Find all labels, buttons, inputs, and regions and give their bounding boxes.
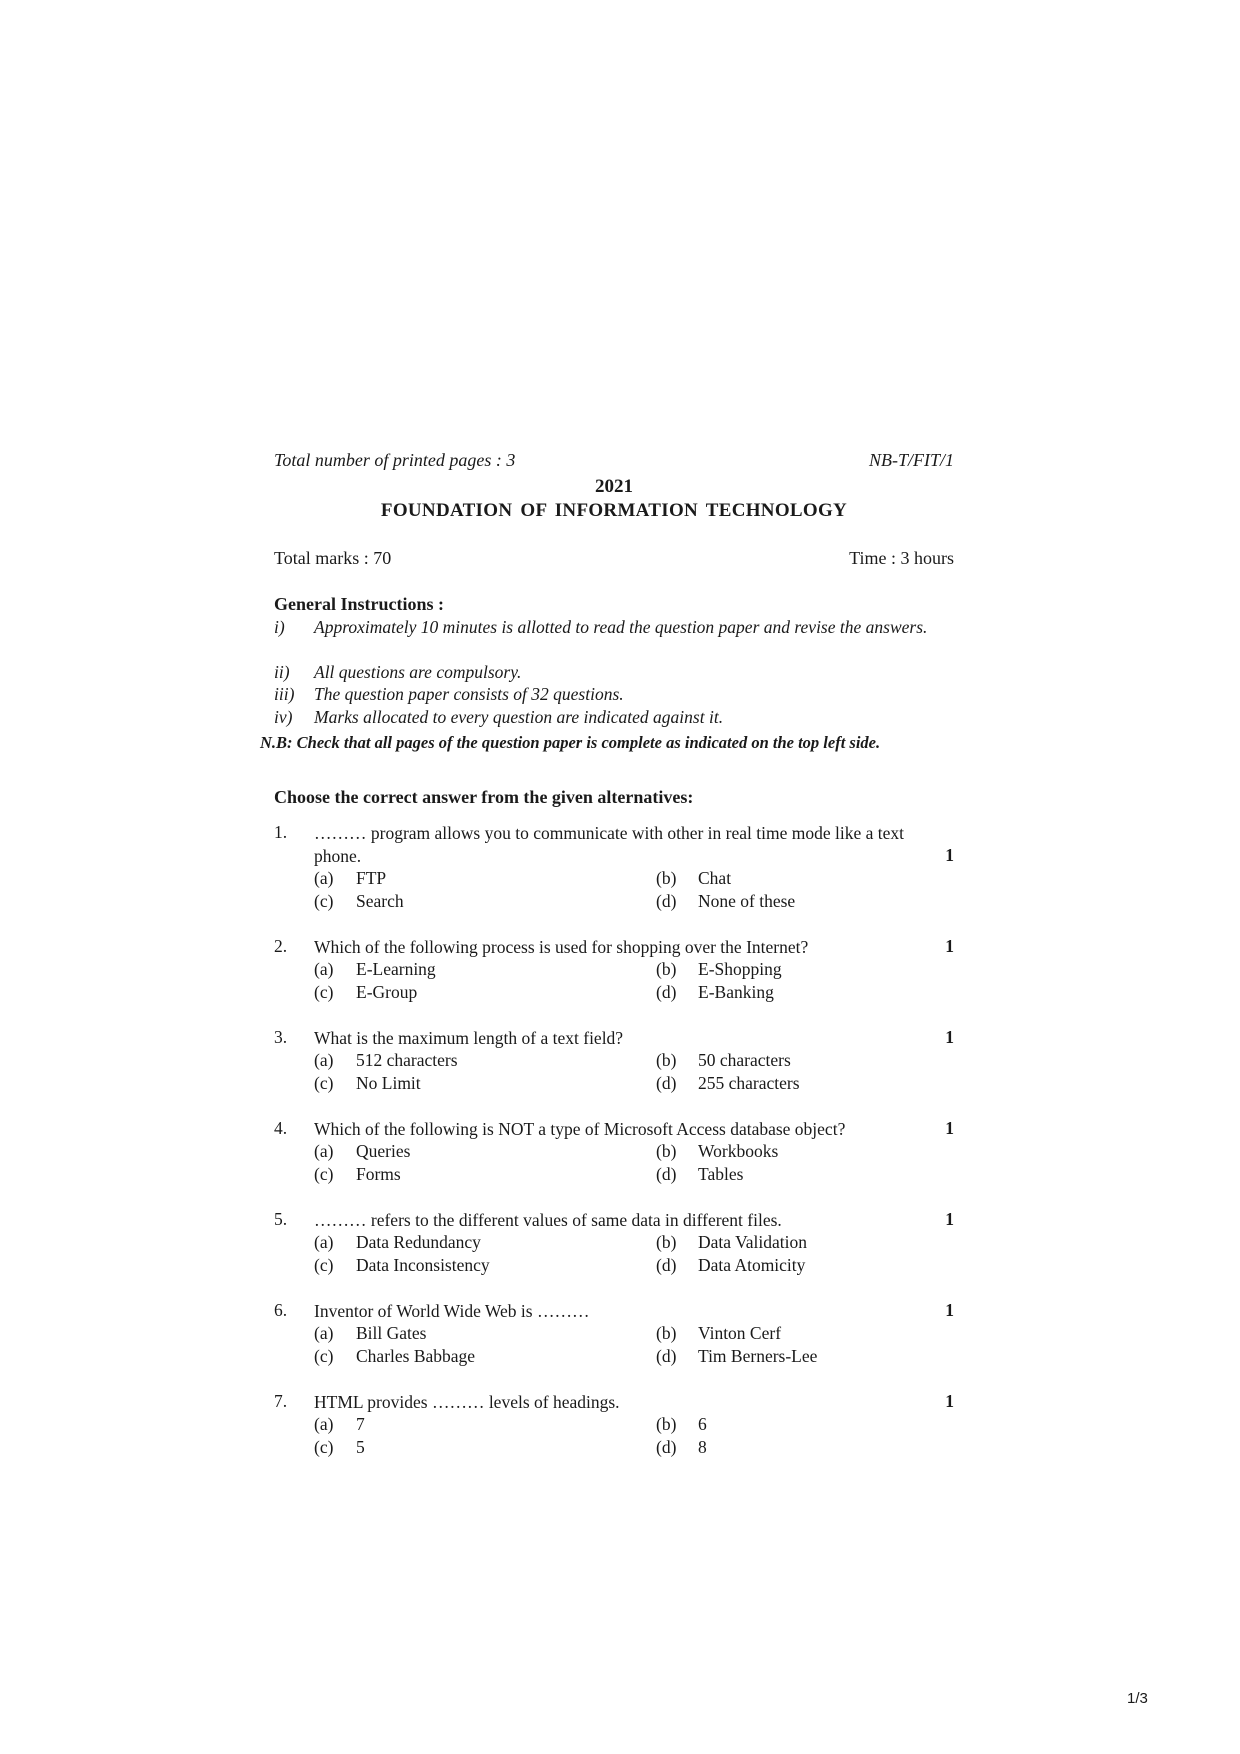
- question-number: 6.: [274, 1300, 288, 1320]
- question-marks: 1: [945, 1300, 954, 1320]
- instruction-text: All questions are compulsory.: [314, 662, 522, 682]
- question-number: 1.: [274, 822, 288, 842]
- question-marks: 1: [945, 845, 954, 865]
- question-text: Inventor of World Wide Web is ………: [314, 1301, 590, 1321]
- question-number: 2.: [274, 936, 288, 956]
- option-text: 512 characters: [356, 1050, 458, 1070]
- option-label: (c): [314, 982, 334, 1002]
- option-label: (c): [314, 1437, 334, 1457]
- total-marks: Total marks : 70: [274, 548, 392, 568]
- option-label: (c): [314, 1255, 334, 1275]
- instruction-number: iii): [274, 684, 295, 704]
- option-label: (a): [314, 868, 334, 888]
- question-text: ……… refers to the different values of same data in different files.: [314, 1210, 782, 1230]
- option-label: (c): [314, 1164, 334, 1184]
- option-label: (d): [656, 1164, 677, 1184]
- option-label: (d): [656, 1255, 677, 1275]
- question-marks: 1: [945, 936, 954, 956]
- question-text: Which of the following is NOT a type of Microsoft Access database object?: [314, 1119, 846, 1139]
- option-text: Data Validation: [698, 1232, 808, 1252]
- option-text: 8: [698, 1437, 707, 1457]
- option-text: Queries: [356, 1141, 411, 1161]
- option-text: E-Banking: [698, 982, 774, 1002]
- option-text: Data Atomicity: [698, 1255, 806, 1275]
- option-label: (a): [314, 1414, 334, 1434]
- option-text: Bill Gates: [356, 1323, 427, 1343]
- option-label: (a): [314, 1050, 334, 1070]
- question-text: ……… program allows you to communicate with other in real time mode like a text phone.: [314, 823, 904, 866]
- option-label: (b): [656, 1141, 677, 1161]
- question-marks: 1: [945, 1209, 954, 1229]
- option-text: Data Redundancy: [356, 1232, 481, 1252]
- paper-title: FOUNDATION OF INFORMATION TECHNOLOGY: [380, 500, 848, 521]
- option-label: (d): [656, 891, 677, 911]
- option-text: 5: [356, 1437, 365, 1457]
- question-marks: 1: [945, 1391, 954, 1411]
- instruction-number: i): [274, 617, 285, 637]
- question-text: HTML provides ……… levels of headings.: [314, 1392, 620, 1412]
- option-label: (a): [314, 1141, 334, 1161]
- option-label: (c): [314, 1073, 334, 1093]
- option-label: (d): [656, 1346, 677, 1366]
- option-label: (b): [656, 959, 677, 979]
- question-text: Which of the following process is used for shopping over the Internet?: [314, 937, 809, 957]
- instruction-number: iv): [274, 707, 293, 727]
- question-marks: 1: [945, 1118, 954, 1138]
- option-text: 6: [698, 1414, 707, 1434]
- exam-year: 2021: [595, 476, 633, 497]
- option-text: 7: [356, 1414, 365, 1434]
- section-heading: Choose the correct answer from the given alternatives:: [274, 787, 694, 807]
- option-label: (c): [314, 891, 334, 911]
- nb-note: N.B: Check that all pages of the question paper is complete as indicated on the top left side.: [260, 733, 881, 752]
- question-number: 5.: [274, 1209, 288, 1229]
- option-label: (c): [314, 1346, 334, 1366]
- option-label: (b): [656, 1232, 677, 1252]
- question-marks: 1: [945, 1027, 954, 1047]
- instruction-text: Approximately 10 minutes is allotted to read the question paper and revise the answers.: [314, 617, 928, 637]
- option-label: (b): [656, 1414, 677, 1434]
- instructions-heading: General Instructions :: [274, 594, 444, 614]
- question-text: What is the maximum length of a text field?: [314, 1028, 624, 1048]
- instruction-number: ii): [274, 662, 290, 682]
- page-number: 1/3: [1127, 1690, 1148, 1707]
- printed-pages-note: Total number of printed pages : 3: [274, 450, 516, 470]
- option-text: Charles Babbage: [356, 1346, 476, 1366]
- option-label: (a): [314, 1323, 334, 1343]
- paper-code: NB-T/FIT/1: [868, 450, 954, 470]
- option-text: E-Shopping: [698, 959, 782, 979]
- option-label: (a): [314, 959, 334, 979]
- option-label: (b): [656, 1050, 677, 1070]
- option-label: (d): [656, 1437, 677, 1457]
- option-label: (b): [656, 1323, 677, 1343]
- exam-time: Time : 3 hours: [849, 548, 954, 568]
- option-label: (d): [656, 1073, 677, 1093]
- question-number: 7.: [274, 1391, 288, 1411]
- option-text: Workbooks: [698, 1141, 779, 1161]
- option-label: (d): [656, 982, 677, 1002]
- option-text: No Limit: [356, 1073, 421, 1093]
- option-text: Chat: [698, 868, 732, 888]
- option-text: Data Inconsistency: [356, 1255, 490, 1275]
- option-text: Search: [356, 891, 404, 911]
- option-text: Vinton Cerf: [698, 1323, 782, 1343]
- option-text: FTP: [356, 868, 387, 888]
- instruction-text: Marks allocated to every question are indicated against it.: [314, 707, 724, 727]
- instruction-text: The question paper consists of 32 questions.: [314, 684, 624, 704]
- option-label: (b): [656, 868, 677, 888]
- option-text: 255 characters: [698, 1073, 800, 1093]
- option-text: E-Learning: [356, 959, 436, 979]
- question-number: 3.: [274, 1027, 288, 1047]
- option-text: 50 characters: [698, 1050, 791, 1070]
- option-label: (a): [314, 1232, 334, 1252]
- option-text: Tim Berners-Lee: [698, 1346, 818, 1366]
- question-number: 4.: [274, 1118, 288, 1138]
- option-text: None of these: [698, 891, 796, 911]
- option-text: E-Group: [356, 982, 418, 1002]
- option-text: Tables: [698, 1164, 744, 1184]
- option-text: Forms: [356, 1164, 401, 1184]
